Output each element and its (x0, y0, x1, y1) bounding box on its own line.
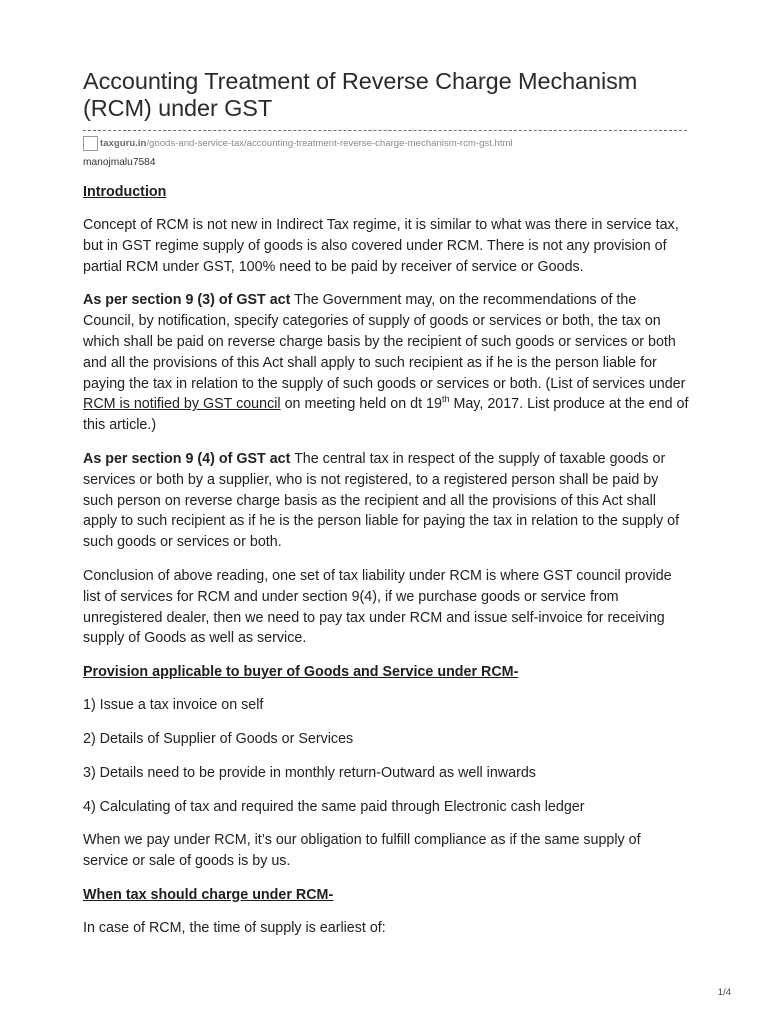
section-9-3-text-c: May, 2017. List produce at the end of this article.) (83, 396, 689, 434)
provision-item: 1) Issue a tax invoice on self (83, 697, 264, 714)
article-page (83, 68, 689, 939)
intro-heading: Introduction (83, 184, 167, 200)
intro-paragraph: Concept of RCM is not new in Indirect Tax regime, it is similar to what was there in service tax, but in GST regime supply of goods is also covered under RCM. There is not any provision of partial RCM under GST, 100% need to be paid by receiver of service or Goods. (83, 217, 679, 275)
source-url[interactable] (100, 138, 513, 149)
section-9-4-paragraph (83, 449, 689, 553)
section-9-3-lead: As per section 9 (3) of GST act (83, 292, 291, 309)
time-of-supply-paragraph: In case of RCM, the time of supply is earliest of: (83, 919, 386, 936)
section-9-3-text-a: The Government may, on the recommendations of the Council, by notification, specify categories of supply of goods or services or both, the tax on which shall be paid on reverse charge basis by the recipient of such goods or services or both and all the provisions of this Act shall apply to such recipient as if he is the person liable for paying the tax in relation to the supply of such goods or services or both. (List of services under (83, 292, 686, 392)
provision-heading: Provision applicable to buyer of Goods and Service under RCM- (83, 664, 519, 681)
when-heading: When tax should charge under RCM- (83, 886, 334, 903)
source-row (83, 135, 689, 151)
author-name: manojmalu7584 (83, 157, 156, 168)
rcm-notified-link[interactable]: RCM is notified by GST council (83, 396, 281, 413)
obligation-paragraph: When we pay under RCM, it’s our obligation to fulfill compliance as if the same supply of service or sale of goods is by us. (83, 832, 641, 870)
source-domain[interactable]: taxguru.in (100, 137, 147, 149)
page-number: 1/4 (717, 987, 731, 998)
provision-item: 3) Details need to be provide in monthly return-Outward as well inwards (83, 764, 536, 781)
section-9-3-text-b: on meeting held on dt 19 (280, 396, 442, 413)
title-divider (83, 130, 687, 131)
favicon-icon (83, 136, 98, 151)
date-superscript: th (441, 394, 450, 405)
provision-item: 4) Calculating of tax and required the same paid through Electronic cash ledger (83, 798, 585, 815)
section-9-4-lead: As per section 9 (4) of GST act (83, 450, 291, 467)
provision-item: 2) Details of Supplier of Goods or Services (83, 730, 354, 747)
section-9-3-paragraph (83, 290, 689, 436)
article-title: Accounting Treatment of Reverse Charge Mechanism (RCM) under GST (83, 68, 638, 121)
section-9-4-text: The central tax in respect of the supply of taxable goods or services or both by a supplier, who is not registered, to a registered person shall be paid by such person on reverse charge basis as the recipient and all the provisions of this Act shall apply to such recipient as if he is the person liable for paying the tax in relation to the supply of such goods or services or both. (83, 450, 680, 551)
source-path[interactable]: /goods-and-service-tax/accounting-treatment-reverse-charge-mechanism-rcm-gst.html (146, 137, 513, 149)
conclusion-paragraph: Conclusion of above reading, one set of tax liability under RCM is where GST council provide list of services for RCM and under section 9(4), if we purchase goods or service from unregistered dealer, then we need to pay tax under RCM and issue self-invoice for receiving supply of Goods as well as service. (83, 567, 672, 647)
